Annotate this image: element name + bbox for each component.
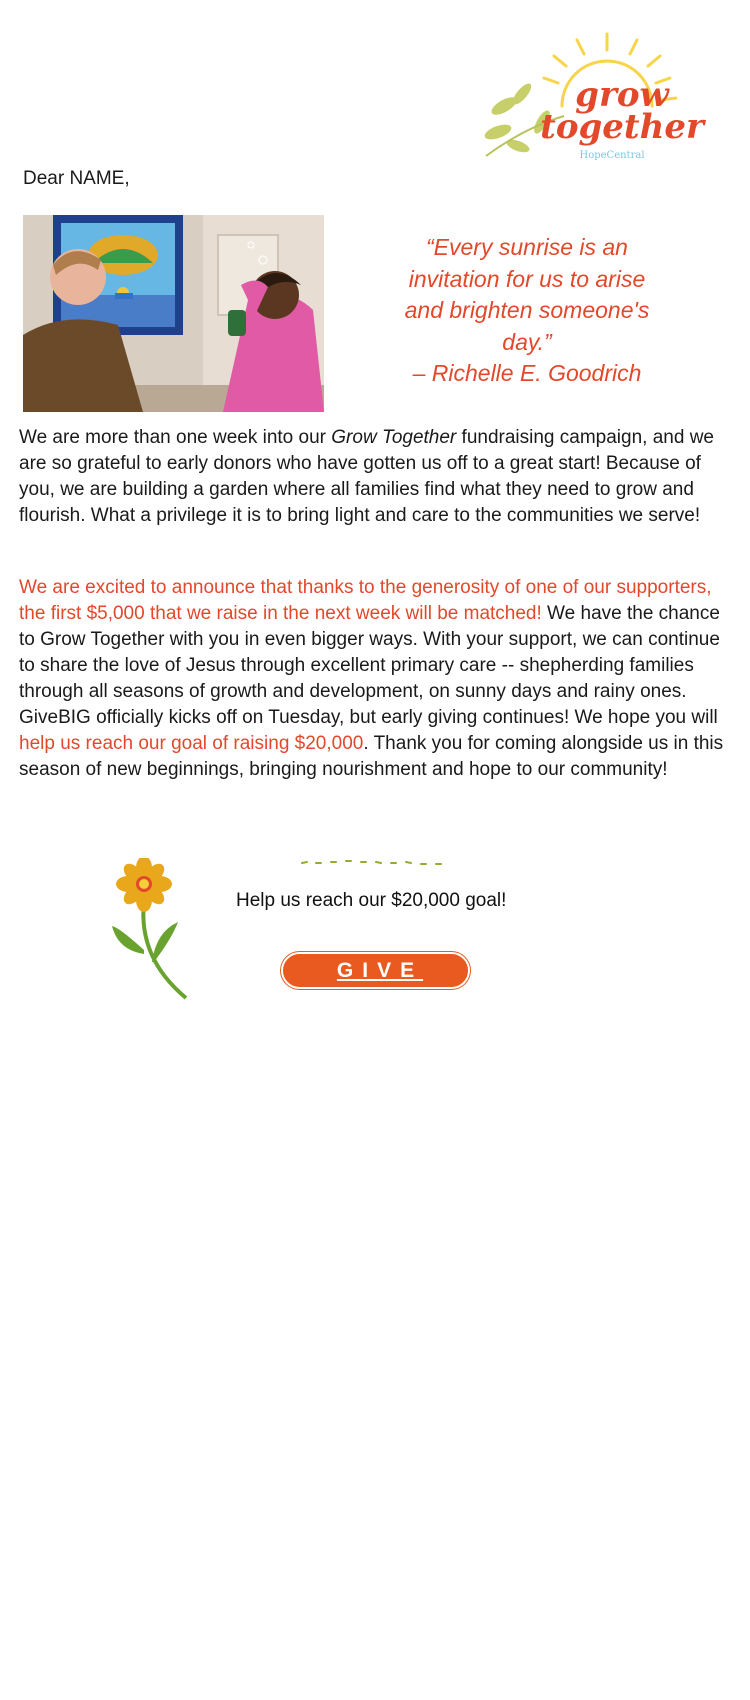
quote-line: “Every sunrise is an <box>426 234 628 260</box>
logo-grow-text: grow <box>575 75 669 115</box>
intro-text-rest: fundraising campaign, and we are so grateful to early donors who have gotten us off to a great start! Because of you, we are building a garden where all families find what they need to grow and flourish. What a privilege it is to bring light and care to the communities we serve! <box>19 427 714 526</box>
flower-icon <box>110 858 190 1000</box>
logo-brand-text: HopeCentral <box>579 150 645 161</box>
announcement-text: We have the chance to Grow Together with you in even bigger ways. With your support, we can continue to share the love of Jesus through excellent primary care -- shepherding families through all seasons of growth and development, on sunny days and rainy ones. GiveBIG officially kicks off on Tuesday, but early giving continues! We hope you will <box>19 603 720 728</box>
logo-together-text: together <box>540 107 704 147</box>
give-button[interactable] <box>281 952 470 989</box>
give-button-label[interactable]: GIVE <box>336 958 424 982</box>
closing-text: . Thank you for coming alongside us in this season of new beginnings, bringing nourishment and hope to our community! <box>19 733 724 780</box>
campaign-name: Grow Together <box>331 427 457 448</box>
quote-line: day.” <box>502 328 552 355</box>
match-announcement: We are excited to announce that thanks to the generosity of one of our supporters, the first $5,000 that we raise in the next week will be matched! <box>19 577 712 624</box>
quote-block <box>372 232 682 390</box>
quote-line: invitation for us to arise <box>408 265 646 292</box>
quote-author: – Richelle E. Goodrich <box>412 360 642 386</box>
greeting: Dear NAME, <box>23 168 130 189</box>
goal-text: Help us reach our $20,000 goal! <box>236 890 507 911</box>
decorative-dashes <box>300 855 455 865</box>
intro-text: We are more than one week into our <box>19 427 332 448</box>
quote-line: and brighten someone's <box>404 297 650 323</box>
photo-bubbles <box>23 215 324 412</box>
grow-together-logo <box>484 28 714 168</box>
goal-highlight: help us reach our goal of raising $20,000 <box>19 733 364 754</box>
announcement-paragraph <box>19 575 731 783</box>
intro-paragraph <box>19 425 731 529</box>
